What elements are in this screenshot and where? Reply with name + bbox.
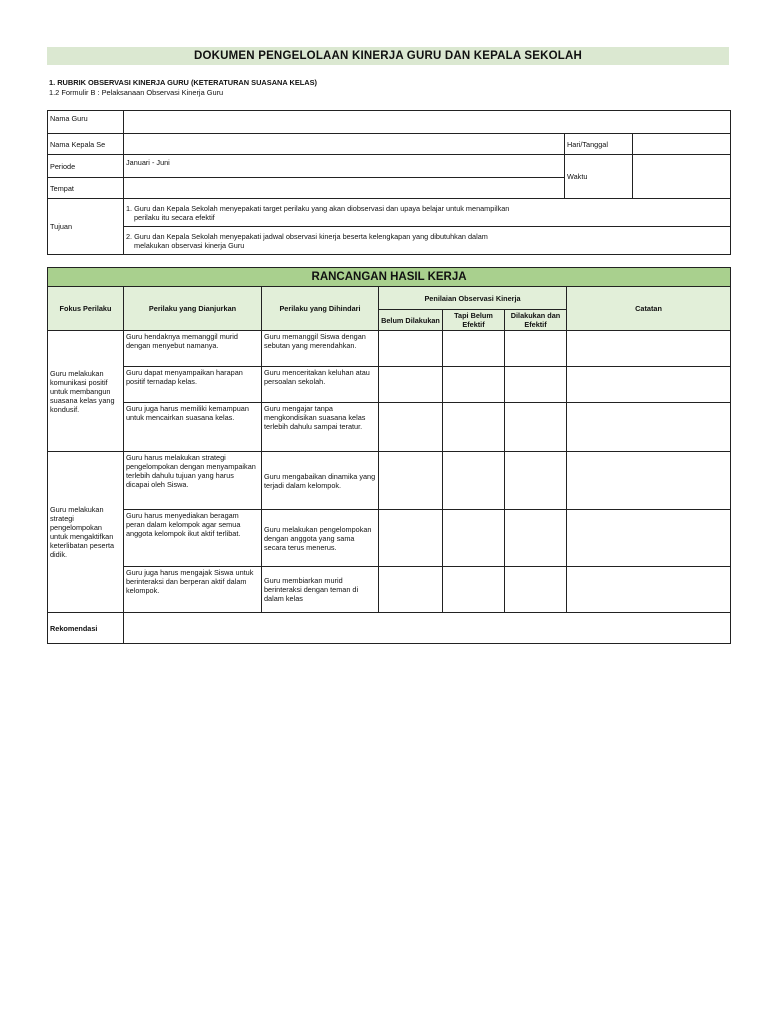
catatan-cell[interactable] [567,367,731,403]
rubric-subtitle: 1. RUBRIK OBSERVASI KINERJA GURU (KETERATURAN SUASANA KELAS) [49,78,317,87]
check-efektif[interactable] [505,567,567,613]
check-belum[interactable] [379,452,443,510]
header-fokus: Fokus Perilaku [48,287,124,331]
catatan-cell[interactable] [567,567,731,613]
header-belum-dilakukan: Belum Dilakukan [379,310,443,331]
tujuan-text-cont: melakukan observasi kinerja Guru [134,240,245,250]
fokus-perilaku: Guru melakukan strategi pengelompokan untuk mengaktifkan keterlibatan peserta didik. [48,452,124,613]
perilaku-dianjurkan: Guru harus melakukan strategi pengelompokan dengan menyampaikan terlebih dahulu tujuan yang harus dicapai oleh Siswa. [124,452,262,510]
header-dianjurkan: Perilaku yang Dianjurkan [124,287,262,331]
tujuan-text: 2. Guru dan Kepala Sekolah menyepakati jadwal observasi kinerja beserta kelengkapan yang dibutuhkan dalam [126,231,488,241]
label-nama-kepala: Nama Kepala Se [48,134,124,155]
tujuan-text: 1. Guru dan Kepala Sekolah menyepakati target perilaku yang akan diobservasi dan upaya belajar untuk menampilkan [126,203,510,213]
label-periode: Periode [48,155,124,178]
label-waktu: Waktu [565,155,633,199]
perilaku-dihindari: Guru menceritakan keluhan atau persoalan sekolah. [262,367,379,403]
check-efektif[interactable] [505,367,567,403]
perilaku-dihindari: Guru memanggil Siswa dengan sebutan yang merendahkan. [262,331,379,367]
check-tapi-belum[interactable] [443,331,505,367]
tujuan-item [124,227,731,255]
check-tapi-belum[interactable] [443,510,505,567]
check-belum[interactable] [379,331,443,367]
check-tapi-belum[interactable] [443,367,505,403]
perilaku-dihindari: Guru mengabaikan dinamika yang terjadi dalam kelompok. [262,452,379,510]
perilaku-dihindari: Guru mengajar tanpa mengkondisikan suasana kelas terlebih dahulu sampai teratur. [262,403,379,452]
check-efektif[interactable] [505,510,567,567]
info-table [47,110,731,255]
check-belum[interactable] [379,367,443,403]
perilaku-dianjurkan: Guru harus menyediakan beragam peran dalam kelompok agar semua anggota kelompok ikut aktif terlibat. [124,510,262,567]
check-tapi-belum[interactable] [443,567,505,613]
perilaku-dihindari: Guru melakukan pengelompokan dengan anggota yang sama secara terus menerus. [262,510,379,567]
header-catatan: Catatan [567,287,731,331]
label-tempat: Tempat [48,178,124,199]
tujuan-text-cont: perilaku itu secara efektif [134,212,215,222]
page-title: DOKUMEN PENGELOLAAN KINERJA GURU DAN KEPALA SEKOLAH [47,47,729,65]
catatan-cell[interactable] [567,452,731,510]
perilaku-dianjurkan: Guru dapat menyampaikan harapan positif ternadap kelas. [124,367,262,403]
label-rekomendasi: Rekomendasi [48,613,124,644]
check-belum[interactable] [379,403,443,452]
label-tujuan: Tujuan [48,199,124,255]
form-name: 1.2 Formulir B : Pelaksanaan Observasi Kinerja Guru [49,88,224,97]
perilaku-dihindari: Guru membiarkan murid berinteraksi dengan teman di dalam kelas [262,567,379,613]
header-penilaian: Penilaian Observasi Kinerja [379,287,567,310]
perilaku-dianjurkan: Guru hendaknya memanggil murid dengan menyebut namanya. [124,331,262,367]
rubric-table [47,267,731,644]
fokus-perilaku: Guru melakukan komunikasi positif untuk membangun suasana kelas yang kondusif. [48,331,124,452]
field-hari-tanggal[interactable] [633,134,731,155]
check-efektif[interactable] [505,452,567,510]
tujuan-item [124,199,731,227]
field-nama-kepala[interactable] [124,134,565,155]
field-waktu[interactable] [633,155,731,199]
field-rekomendasi[interactable] [124,613,731,644]
rubric-title: RANCANGAN HASIL KERJA [48,268,731,287]
perilaku-dianjurkan: Guru juga harus mengajak Siswa untuk berinteraksi dan berperan aktif dalam kelompok. [124,567,262,613]
header-tapi-belum-efektif: Tapi Belum Efektif [443,310,505,331]
check-tapi-belum[interactable] [443,452,505,510]
check-efektif[interactable] [505,331,567,367]
catatan-cell[interactable] [567,331,731,367]
label-nama-guru: Nama Guru [48,111,124,134]
field-nama-guru[interactable] [124,111,731,134]
header-dilakukan-efektif: Dilakukan dan Efektif [505,310,567,331]
catatan-cell[interactable] [567,403,731,452]
catatan-cell[interactable] [567,510,731,567]
header-dihindari: Perilaku yang Dihindari [262,287,379,331]
check-tapi-belum[interactable] [443,403,505,452]
perilaku-dianjurkan: Guru juga harus memiliki kemampuan untuk mencairkan suasana kelas. [124,403,262,452]
field-tempat[interactable] [124,178,565,199]
label-hari-tanggal: Hari/Tanggal [565,134,633,155]
field-periode[interactable]: Januari - Juni [124,155,565,178]
check-belum[interactable] [379,567,443,613]
check-efektif[interactable] [505,403,567,452]
check-belum[interactable] [379,510,443,567]
